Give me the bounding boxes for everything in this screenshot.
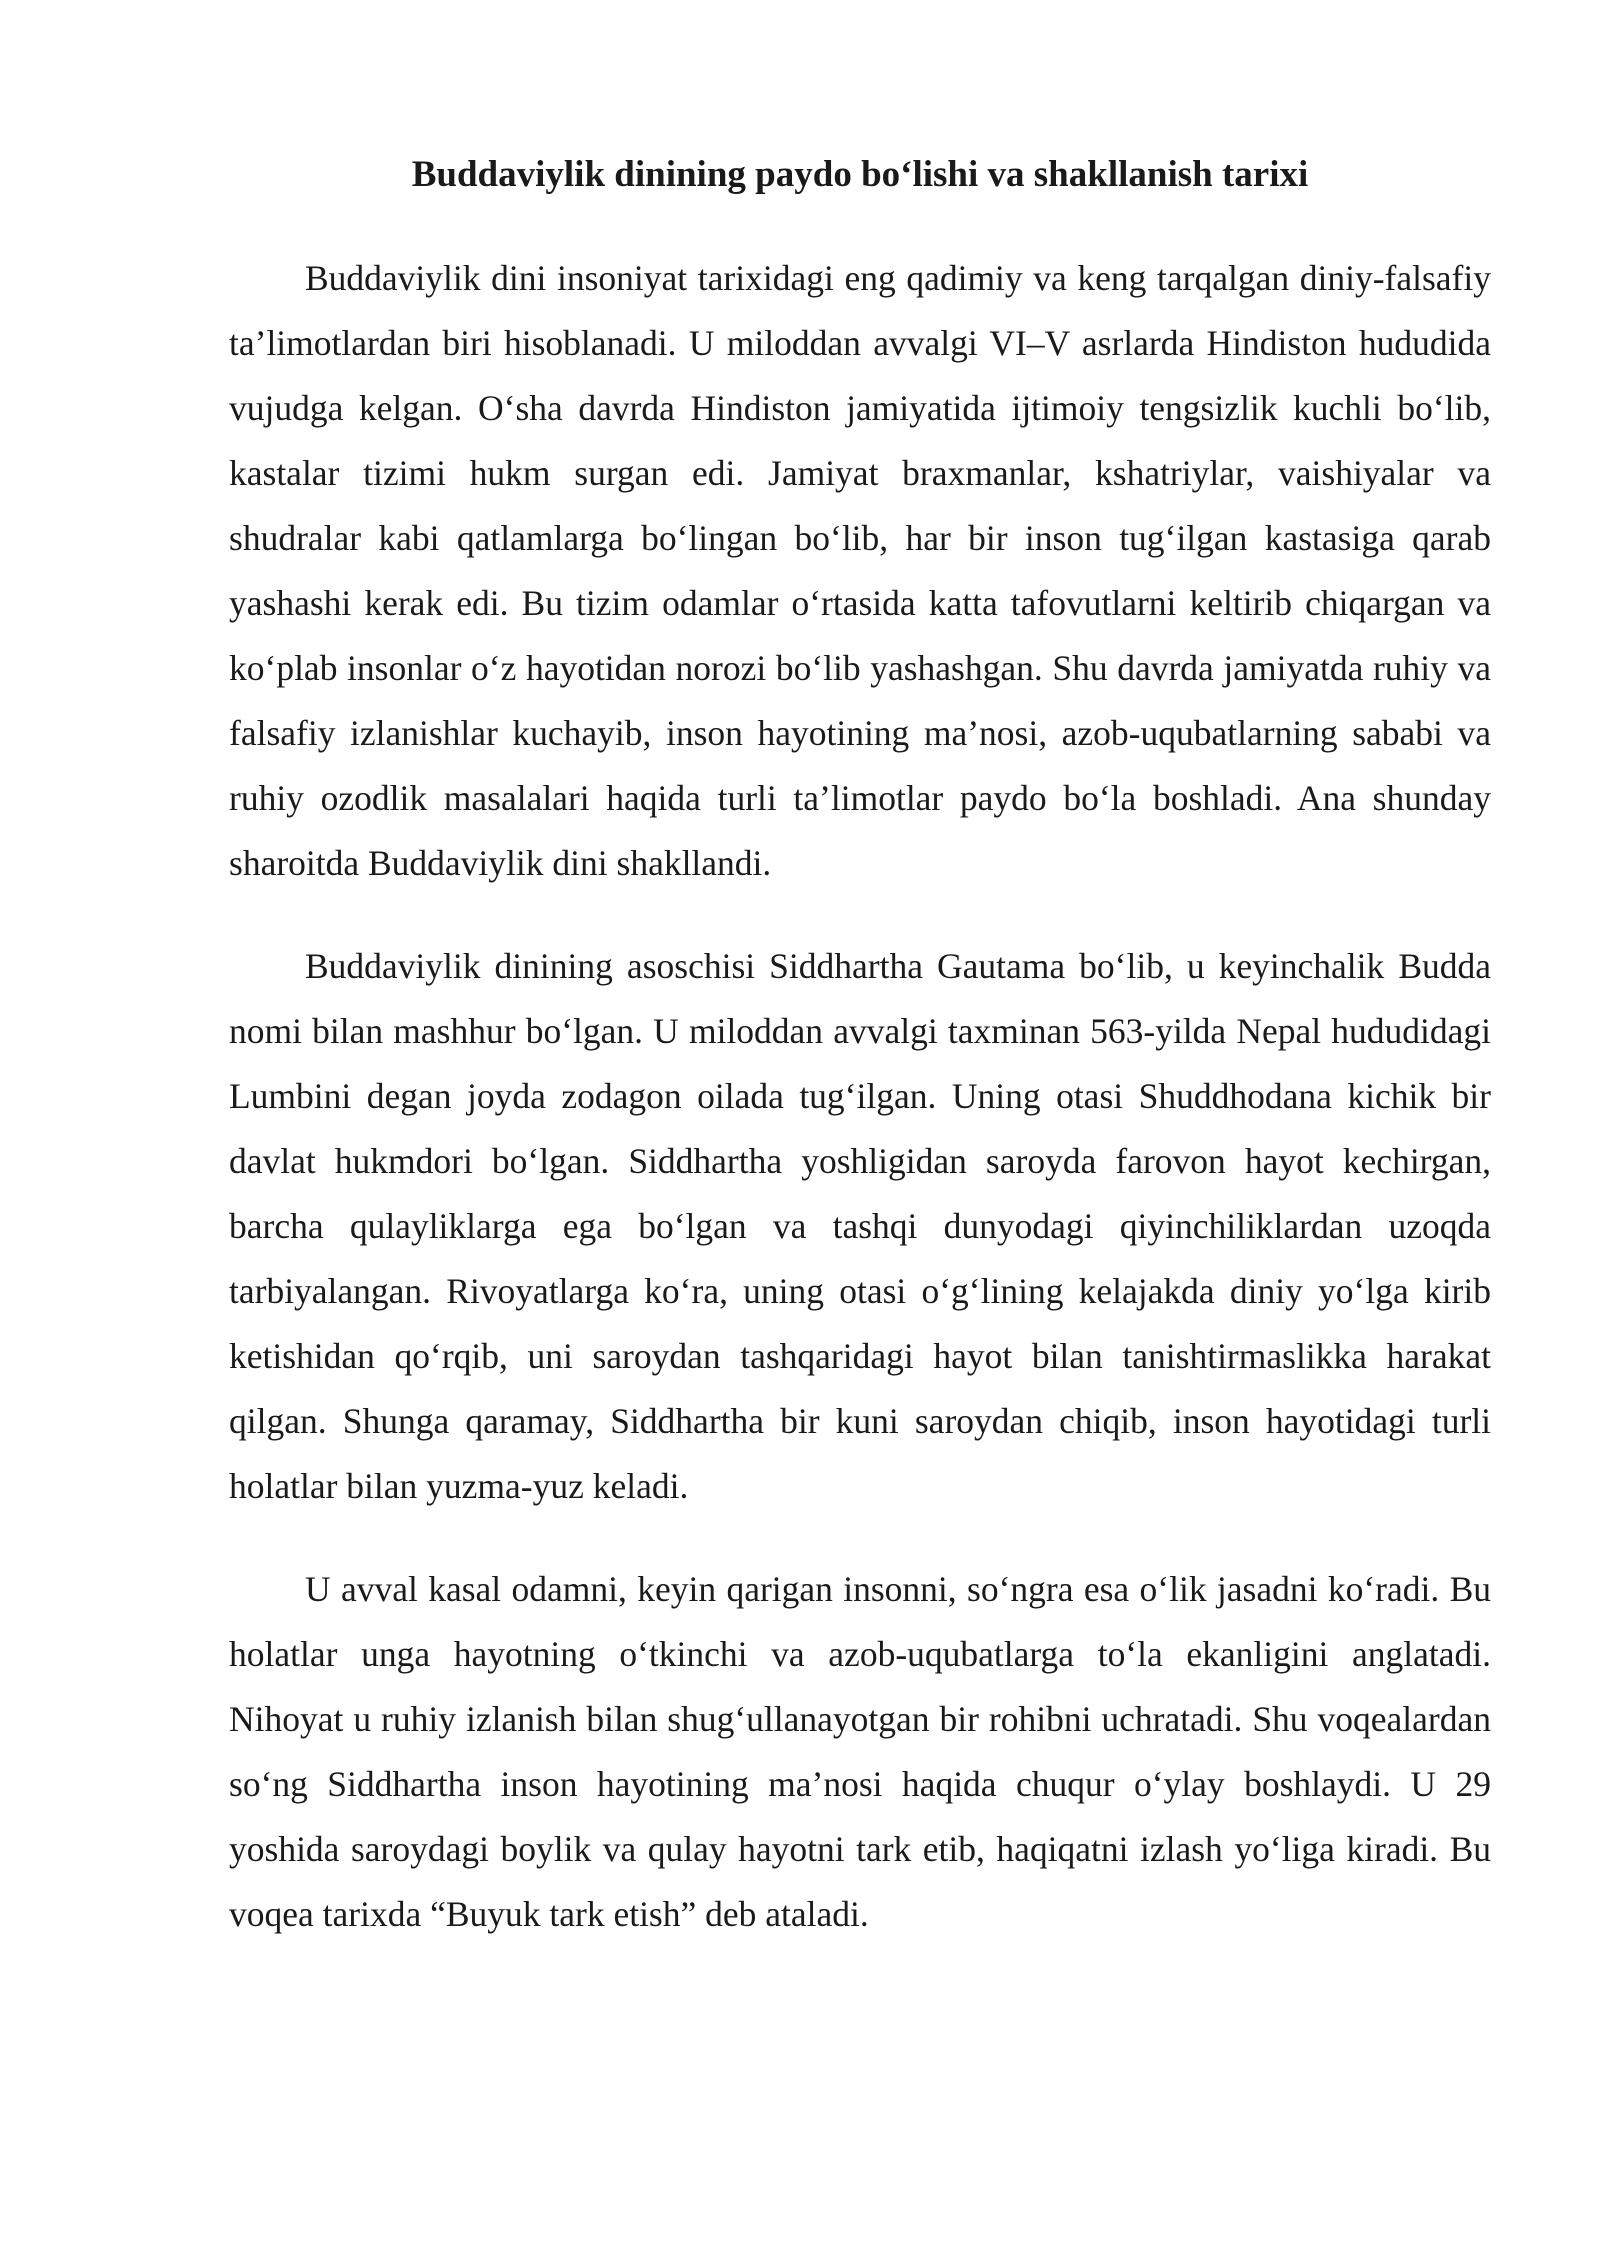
- paragraph-founder: Buddaviylik dinining asoschisi Siddhartha Gautama bo‘lib, u keyinchalik Budda nomi bilan mashhur bo‘lgan. U miloddan avvalgi taxminan 563-yilda Nepal hududidagi Lumbini degan joyda zodagon oilada tug‘ilgan. Uning otasi Shuddhodana kichik bir davlat hukmdori bo‘lgan. Siddhartha yoshligidan saroyda farovon hayot kechirgan, barcha qulayliklarga ega bo‘lgan va tashqi dunyodagi qiyinchiliklardan uzoqda tarbiyalangan. Rivoyatlarga ko‘ra, uning otasi o‘g‘lining kelajakda diniy yo‘lga kirib ketishidan qo‘rqib, uni saroydan tashqaridagi hayot bilan tanishtirmaslikka harakat qilgan. Shunga qaramay, Siddhartha bir kuni saroydan chiqib, inson hayotidagi turli holatlar bilan yuzma-yuz keladi.: [229, 946, 1491, 1506]
- document-body: [229, 140, 1491, 1947]
- paragraph-origins: Buddaviylik dini insoniyat tarixidagi eng qadimiy va keng tarqalgan diniy-falsafiy ta’limotlardan biri hisoblanadi. U miloddan avvalgi VI–V asrlarda Hindiston hududida vujudga kelgan. O‘sha davrda Hindiston jamiyatida ijtimoiy tengsizlik kuchli bo‘lib, kastalar tizimi hukm surgan edi. Jamiyat braxmanlar, kshatriylar, vaishiyalar va shudralar kabi qatlamlarga bo‘lingan bo‘lib, har bir inson tug‘ilgan kastasiga qarab yashashi kerak edi. Bu tizim odamlar o‘rtasida katta tafovutlarni keltirib chiqargan va ko‘plab insonlar o‘z hayotidan norozi bo‘lib yashashgan. Shu davrda jamiyatda ruhiy va falsafiy izlanishlar kuchayib, inson hayotining ma’nosi, azob-uqubatlarning sababi va ruhiy ozodlik masalalari haqida turli ta’limotlar paydo bo‘la boshladi. Ana shunday sharoitda Buddaviylik dini shakllandi.: [229, 258, 1491, 883]
- paragraph-great-renunciation: U avval kasal odamni, keyin qarigan insonni, so‘ngra esa o‘lik jasadni ko‘radi. Bu holatlar unga hayotning o‘tkinchi va azob-uqubatlarga to‘la ekanligini anglatadi. Nihoyat u ruhiy izlanish bilan shug‘ullanayotgan bir rohibni uchratadi. Shu voqealardan so‘ng Siddhartha inson hayotining ma’nosi haqida chuqur o‘ylay boshlaydi. U 29 yoshida saroydagi boylik va qulay hayotni tark etib, haqiqatni izlash yo‘liga kiradi. Bu voqea tarixda “Buyuk tark etish” deb ataladi.: [229, 1569, 1491, 1934]
- document-title: Buddaviylik dinining paydo bo‘lishi va shakllanish tarixi: [411, 154, 1309, 195]
